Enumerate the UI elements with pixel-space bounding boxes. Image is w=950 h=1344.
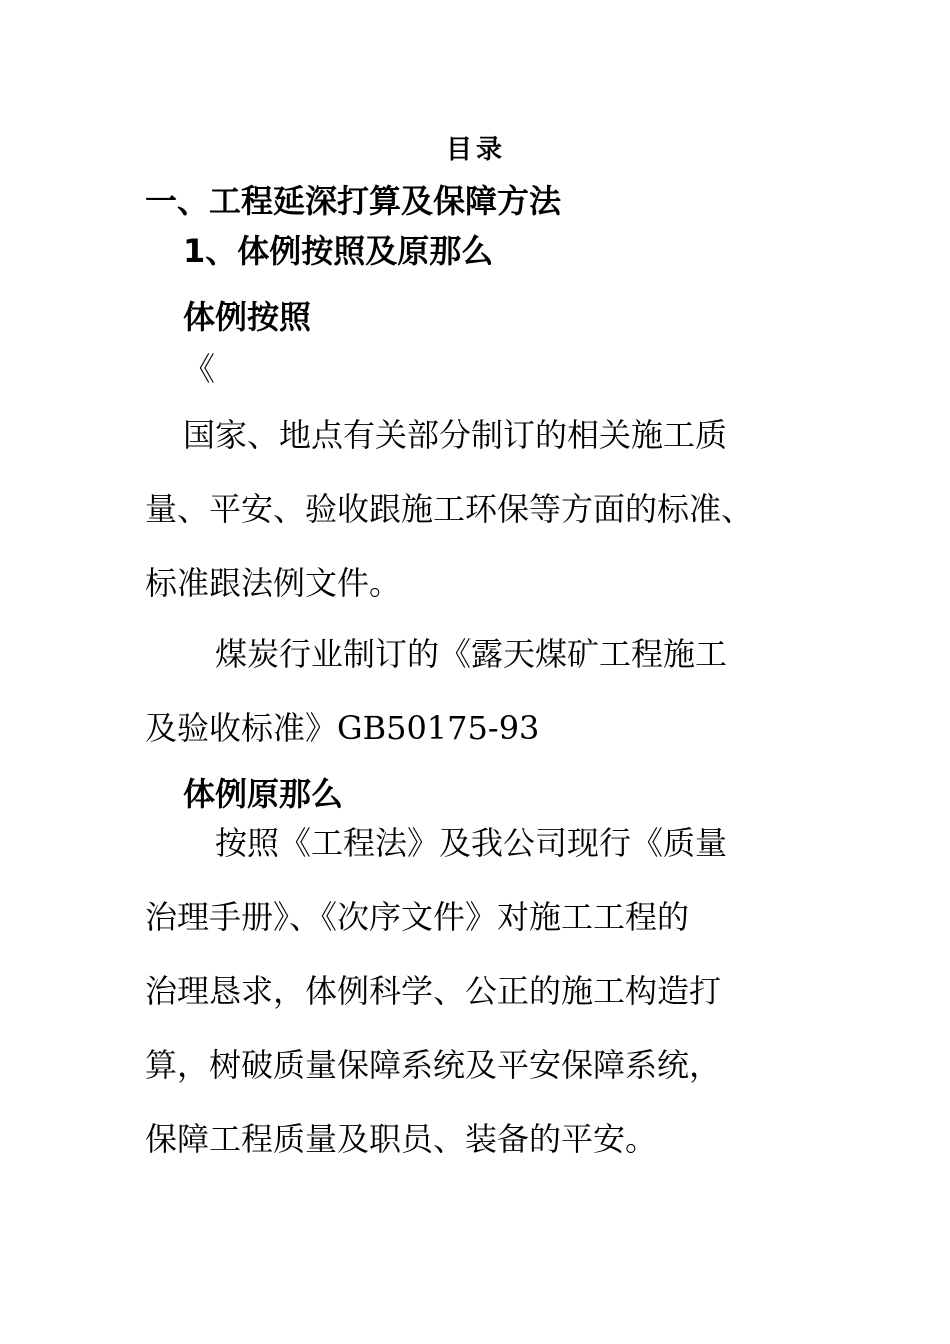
- principle-para-line5: 保障工程质量及职员、装备的平安。: [145, 1120, 658, 1158]
- principle-para-line3: 治理恳求，体例科学、公正的施工构造打: [145, 972, 722, 1010]
- basis-bracket: 《: [183, 350, 216, 388]
- principle-para-line4: 算，树破质量保障系统及平安保障系统，: [145, 1046, 722, 1084]
- subsection-heading: 1、体例按照及原那么: [183, 232, 494, 270]
- basis-para2-line1: 煤炭行业制订的《露天煤矿工程施工: [215, 635, 728, 673]
- basis-para1-line2: 量、平安、验收跟施工环保等方面的标准、: [145, 490, 754, 528]
- section-heading: 一、工程延深打算及保障方法: [145, 182, 562, 220]
- principle-heading: 体例原那么: [183, 775, 344, 813]
- basis-para1-line1: 国家、地点有关部分制订的相关施工质: [183, 416, 728, 454]
- basis-para2-line2: 及验收标准》GB50175-93: [145, 709, 540, 747]
- basis-para1-line3: 标准跟法例文件。: [145, 564, 402, 602]
- principle-para-line2: 治理手册》、《次序文件》对施工工程的: [145, 898, 690, 936]
- basis-heading: 体例按照: [183, 298, 312, 336]
- principle-para-line1: 按照《工程法》及我公司现行《质量: [215, 824, 728, 862]
- page-title: 目录: [446, 135, 507, 165]
